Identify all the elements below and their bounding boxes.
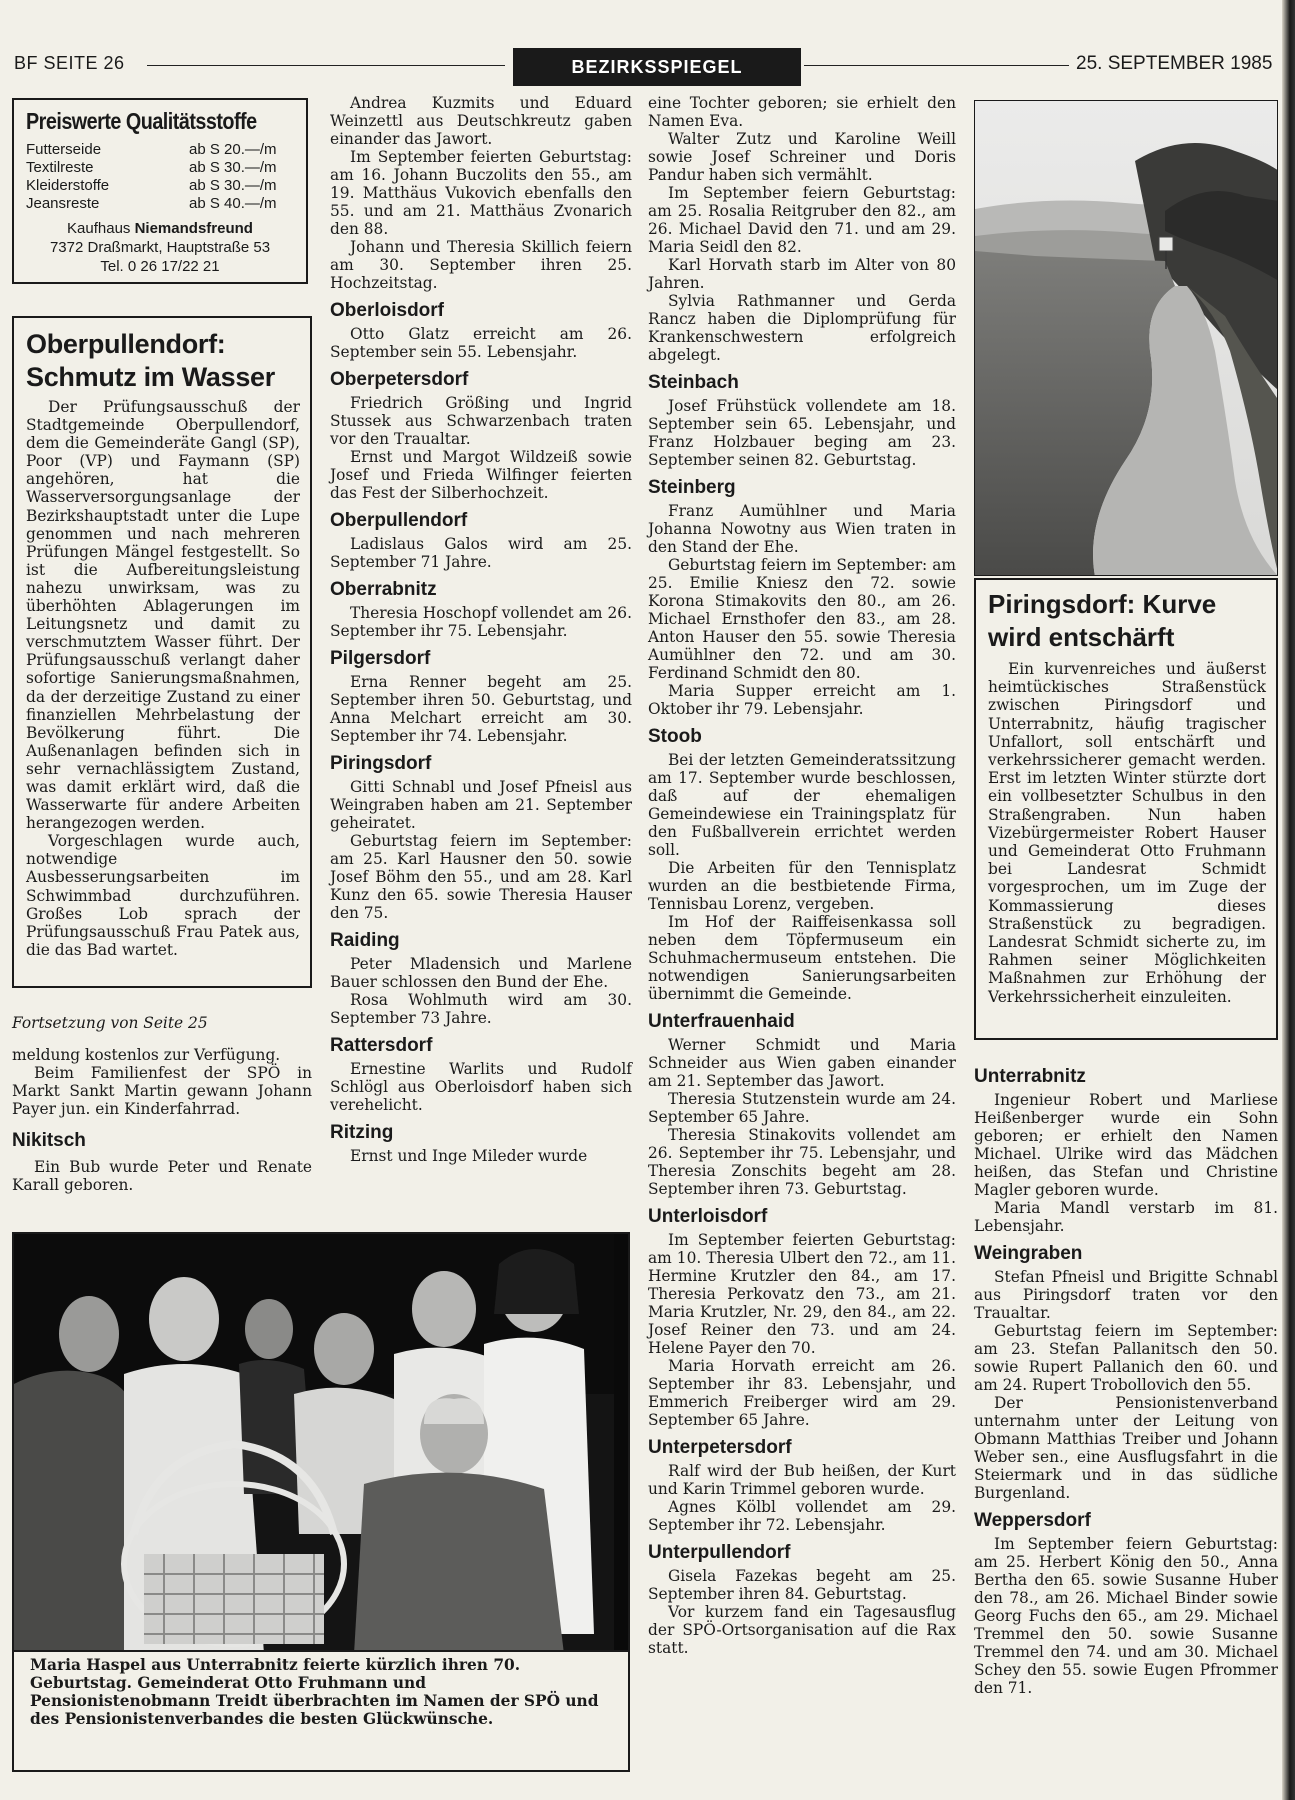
text-paragraph: Theresia Stinakovits vollendet am 26. September ihr 75. Lebensjahr, und Theresia Zonschits begeht am 28. September ihren 73. Geburtstag. <box>648 1126 956 1198</box>
text-paragraph: Walter Zutz und Karoline Weill sowie Josef Schreiner und Doris Pandur haben sich vermählt. <box>648 130 956 184</box>
ad-row <box>26 141 294 159</box>
ad-row <box>26 159 294 177</box>
ad-shop-brand: Niemandsfreund <box>134 220 253 237</box>
ad-phone: Tel. 0 26 17/22 21 <box>100 258 220 275</box>
text-paragraph: Stefan Pfneisl und Brigitte Schnabl aus Piringsdorf traten vor den Traualtar. <box>974 1268 1278 1322</box>
locality-heading: Ritzing <box>330 1122 394 1143</box>
text-paragraph: Friedrich Größing und Ingrid Stussek aus Schwarzenbach traten vor den Traualtar. <box>330 394 632 448</box>
locality-heading: Unterpullendorf <box>648 1542 791 1563</box>
continued-note: Fortsetzung von Seite 25 <box>12 1014 208 1032</box>
text-paragraph: Ernestine Warlits und Rudolf Schlögl aus Oberloisdorf haben sich verehelicht. <box>330 1060 632 1114</box>
column-3 <box>648 94 956 1657</box>
column-2 <box>330 94 632 1165</box>
locality-heading: Raiding <box>330 930 400 951</box>
ad-item: Jeansreste <box>26 195 100 212</box>
locality-heading: Unterfrauenhaid <box>648 1011 795 1032</box>
locality-heading: Stoob <box>648 726 702 747</box>
ad-shop-prefix: Kaufhaus <box>67 220 135 237</box>
headline-line: Oberpullendorf: <box>26 329 226 359</box>
birthday-group-photo <box>12 1232 630 1652</box>
text-paragraph: Theresia Stutzenstein wurde am 24. September 65 Jahre. <box>648 1090 956 1126</box>
text-paragraph: Ralf wird der Bub heißen, der Kurt und Karin Trimmel geboren wurde. <box>648 1462 956 1498</box>
text-paragraph: Sylvia Rathmanner und Gerda Rancz haben die Diplomprüfung für Krankenschwestern erfolgreich abgelegt. <box>648 292 956 364</box>
locality-heading: Pilgersdorf <box>330 648 431 669</box>
photo-caption: Maria Haspel aus Unterrabnitz feierte kürzlich ihren 70. Geburtstag. Gemeinderat Otto Fruhmann und Pensionistenobmann Treidt überbrachten im Namen der SPÖ und des Pensionistenverbandes die besten Glückwünsche. <box>12 1652 630 1772</box>
text-paragraph: Im September feiern Geburtstag: am 25. Herbert König den 50., Anna Bertha den 65. sowie Susanne Huber den 78., am 26. Michael Binder sowie Georg Fuchs den 65., am 29. Michael Tremmel den 50. sowie Susanne Tremmel den 74. und am 30. Michael Schey den 55. sowie Eugen Pfrommer den 71. <box>974 1535 1278 1697</box>
text-paragraph: Peter Mladensich und Marlene Bauer schlossen den Bund der Ehe. <box>330 955 632 991</box>
column-4 <box>974 1066 1278 1697</box>
locality-heading: Steinbach <box>648 372 739 393</box>
ad-item: Kleiderstoffe <box>26 177 110 194</box>
text-paragraph: Im September feiern Geburtstag: am 25. Rosalia Reitgruber den 82., am 26. Michael David den 71. und am 29. Maria Seidl den 82. <box>648 184 956 256</box>
text-paragraph: Der Pensionistenverband unternahm unter der Leitung von Obmann Matthias Treiber und Johann Weber sen., eine Ausflugsfahrt in die Steiermark und in das südliche Burgenland. <box>974 1394 1278 1502</box>
locality-heading: Weppersdorf <box>974 1510 1091 1531</box>
text-paragraph: Ladislaus Galos wird am 25. September 71 Jahre. <box>330 535 632 571</box>
article-paragraph: Vorgeschlagen wurde auch, notwendige Ausbesserungsarbeiten im Schwimmbad durchzuführen. Großes Lob sprach der Prüfungsausschuß Frau Patek aus, die das Bad wartet. <box>26 832 300 959</box>
road-photo-image <box>975 101 1278 576</box>
ad-shop-name <box>26 219 294 238</box>
text-paragraph: Karl Horvath starb im Alter von 80 Jahren. <box>648 256 956 292</box>
text-paragraph: Beim Familienfest der SPÖ in Markt Sankt Martin gewann Johann Payer jun. ein Kinderfahrrad. <box>12 1064 312 1118</box>
ad-address: 7372 Draßmarkt, Hauptstraße 53 <box>49 239 271 256</box>
section-title: BEZIRKSSPIEGEL <box>514 49 800 85</box>
ad-price: ab S 30.—/m <box>189 177 277 194</box>
locality-heading: Rattersdorf <box>330 1035 433 1056</box>
text-paragraph: Im Hof der Raiffeisenkassa soll neben dem Töpfermuseum ein Schuhmachermuseum entstehen. Die notwendigen Sanierungsarbeiten übernimmt die Gemeinde. <box>648 913 956 1003</box>
text-paragraph: meldung kostenlos zur Verfügung. <box>12 1046 281 1064</box>
text-paragraph: Maria Supper erreicht am 1. Oktober ihr 79. Lebensjahr. <box>648 682 956 718</box>
ad-shop-info <box>26 219 294 276</box>
text-paragraph: Gitti Schnabl und Josef Pfneisl aus Weingraben haben am 21. September geheiratet. <box>330 778 632 832</box>
text-paragraph: Geburtstag feiern im September: am 25. Emilie Kniesz den 72. sowie Korona Stimakovits den 80., am 26. Michael Ernsthofer den 83., am 28. Anton Hauser den 55. sowie Theresia Aumühlner den 72. und am 30. Ferdinand Schmidt den 80. <box>648 556 956 682</box>
road-curve-photo <box>974 100 1278 576</box>
locality-heading: Oberrabnitz <box>330 579 437 600</box>
headline-line: Schmutz im Wasser <box>26 362 275 392</box>
issue-date: 25. SEPTEMBER 1985 <box>1076 53 1273 74</box>
text-paragraph: Ingenieur Robert und Marliese Heißenberger wurde ein Sohn geboren; er erhielt den Namen Michael. Ulrike wird das Mädchen heißen, das Stefan und Christine Magler geboren wurde. <box>974 1091 1278 1199</box>
ad-row <box>26 195 294 213</box>
headline-line: wird entschärft <box>988 622 1175 652</box>
text-paragraph: Ernst und Inge Mileder wurde <box>350 1147 588 1165</box>
text-paragraph: Im September feierten Geburtstag: am 16. Johann Buczolits den 55., am 19. Matthäus Vukovich ebenfalls den 55. und am 21. Matthäus Zvonarich den 88. <box>330 148 632 238</box>
ad-price: ab S 20.—/m <box>189 141 277 158</box>
locality-heading: Weingraben <box>974 1243 1083 1264</box>
article-headline <box>988 588 1266 654</box>
text-paragraph: Ein Bub wurde Peter und Renate Karall geboren. <box>12 1158 312 1194</box>
text-paragraph: Otto Glatz erreicht am 26. September sein 55. Lebensjahr. <box>330 325 632 361</box>
text-paragraph: Agnes Kölbl vollendet am 29. September ihr 72. Lebensjahr. <box>648 1498 956 1534</box>
locality-heading: Unterrabnitz <box>974 1066 1086 1087</box>
ad-item: Textilreste <box>26 159 94 176</box>
text-paragraph: Theresia Hoschopf vollendet am 26. September ihr 75. Lebensjahr. <box>330 604 632 640</box>
ad-price: ab S 30.—/m <box>189 159 277 176</box>
text-paragraph: Geburtstag feiern im September: am 25. Karl Hausner den 50. sowie Josef Böhm den 55., und am 28. Karl Kunz den 65. sowie Theresia Hauser den 75. <box>330 832 632 922</box>
masthead-rule-left <box>147 65 505 66</box>
locality-heading: Unterloisdorf <box>648 1206 768 1227</box>
article-paragraph: Ein kurvenreiches und äußerst heimtückisches Straßenstück zwischen Piringsdorf und Unterrabnitz, häufig tragischer Unfallort, soll entschärft und verkehrssicherer gemacht werden. Erst im letzten Winter stürzte dort ein vollbesetzter Schulbus in den Straßengraben. Nun haben Vizebürgermeister Robert Hauser und Gemeinderat Otto Fruhmann bei Landesrat Schmidt vorgesprochen, um im Zuge der Kommassierung dieses Straßenstück zu begradigen. Landesrat Schmidt sicherte zu, im Rahmen seiner Möglichkeiten Maßnahmen zur Erhöhung der Verkehrssicherheit einzuleiten. <box>988 660 1266 1006</box>
text-paragraph: Die Arbeiten für den Tennisplatz wurden an die bestbietende Firma, Tennisbau Lorenz, vergeben. <box>648 859 956 913</box>
masthead-rule-right <box>804 65 1069 66</box>
group-photo-image <box>14 1234 630 1652</box>
text-paragraph: Geburtstag feiern im September: am 23. Stefan Pallanitsch den 50. sowie Rupert Pallanich den 60. und am 24. Rupert Trobollovich den 55. <box>974 1322 1278 1394</box>
headline-line: Piringsdorf: Kurve <box>988 589 1217 619</box>
masthead <box>14 52 1282 78</box>
article-paragraph: Der Prüfungsausschuß der Stadtgemeinde Oberpullendorf, dem die Gemeinderäte Gangl (SP), Poor (VP) und Faymann (SP) angehören, hat die Wasserversorgungsanlage der Bezirkshauptstadt unter die Lupe genommen und nach mehreren Prüfungen Mängel festgestellt. So ist die Aufbereitungsleistung nahezu unwirksam, was zu überhöhten Ablagerungen im Leitungsnetz und damit zu verschmutztem Wasser führt. Der Prüfungsausschuß verlangt daher sofortige Sanierungsmaßnahmen, da der derzeitige Zustand zu einer finanziellen Mehrbelastung der Bevölkerung führt. Die Außenanlagen befinden sich in sehr vernachlässigtem Zustand, was damit erklärt wird, daß die Wasserwarte für andere Arbeiten herangezogen werden. <box>26 398 300 833</box>
text-paragraph: Johann und Theresia Skillich feiern am 30. September ihren 25. Hochzeitstag. <box>330 238 632 292</box>
article-headline <box>26 328 300 394</box>
ad-row <box>26 177 294 195</box>
text-paragraph: Ernst und Margot Wildzeiß sowie Josef und Frieda Wilfinger feierten das Fest der Silberhochzeit. <box>330 448 632 502</box>
locality-heading: Oberloisdorf <box>330 300 445 321</box>
page-number: BF SEITE 26 <box>14 53 125 73</box>
article-piringsdorf <box>974 578 1278 1040</box>
text-paragraph: Rosa Wohlmuth wird am 30. September 73 Jahre. <box>330 991 632 1027</box>
scan-edge-shadow <box>1282 0 1295 1800</box>
text-paragraph: Werner Schmidt und Maria Schneider aus Wien gaben einander am 21. September das Jawort. <box>648 1036 956 1090</box>
text-paragraph: Andrea Kuzmits und Eduard Weinzettl aus Deutschkreutz gaben einander das Jawort. <box>330 94 632 148</box>
ad-title: Preiswerte Qualitätsstoffe <box>26 108 257 134</box>
ad-price: ab S 40.—/m <box>189 195 277 212</box>
text-paragraph: Maria Mandl verstarb im 81. Lebensjahr. <box>974 1199 1278 1235</box>
locality-heading: Unterpetersdorf <box>648 1437 792 1458</box>
locality-heading: Steinberg <box>648 477 736 498</box>
column-1-lower <box>12 1014 312 1194</box>
locality-heading: Oberpullendorf <box>330 510 468 531</box>
fabric-advertisement <box>12 98 308 284</box>
text-paragraph: Erna Renner begeht am 25. September ihren 50. Geburtstag, und Anna Melchart erreicht am 30. September ihr 74. Lebensjahr. <box>330 673 632 745</box>
text-paragraph: Franz Aumühlner und Maria Johanna Nowotny aus Wien traten in den Stand der Ehe. <box>648 502 956 556</box>
text-paragraph: Vor kurzem fand ein Tagesausflug der SPÖ-Ortsorganisation auf die Rax statt. <box>648 1603 956 1657</box>
article-oberpullendorf <box>12 316 312 988</box>
text-paragraph: Gisela Fazekas begeht am 25. September ihren 84. Geburtstag. <box>648 1567 956 1603</box>
text-paragraph: Josef Frühstück vollendete am 18. September sein 65. Lebensjahr, und Franz Holzbauer beging am 23. September seinen 82. Geburtstag. <box>648 397 956 469</box>
locality-heading: Oberpetersdorf <box>330 369 469 390</box>
locality-heading: Nikitsch <box>12 1130 86 1151</box>
ad-item: Futterseide <box>26 141 102 158</box>
text-paragraph: Maria Horvath erreicht am 26. September ihr 83. Lebensjahr, und Emmerich Freiberger wird am 29. September 65 Jahre. <box>648 1357 956 1429</box>
locality-heading: Piringsdorf <box>330 753 432 774</box>
text-paragraph: Bei der letzten Gemeinderatssitzung am 17. September wurde beschlossen, daß auf der ehemaligen Gemeindewiese ein Trainingsplatz für den Fußballverein errichtet werden soll. <box>648 751 956 859</box>
text-paragraph: Im September feierten Geburtstag: am 10. Theresia Ulbert den 72., am 11. Hermine Krutzler den 84., am 17. Theresia Perkovatz den 73., am 21. Maria Krutzler, Nr. 29, den 84., am 22. Josef Reiner den 73. und am 24. Helene Payer den 70. <box>648 1231 956 1357</box>
text-paragraph: eine Tochter geboren; sie erhielt den Namen Eva. <box>648 94 956 130</box>
